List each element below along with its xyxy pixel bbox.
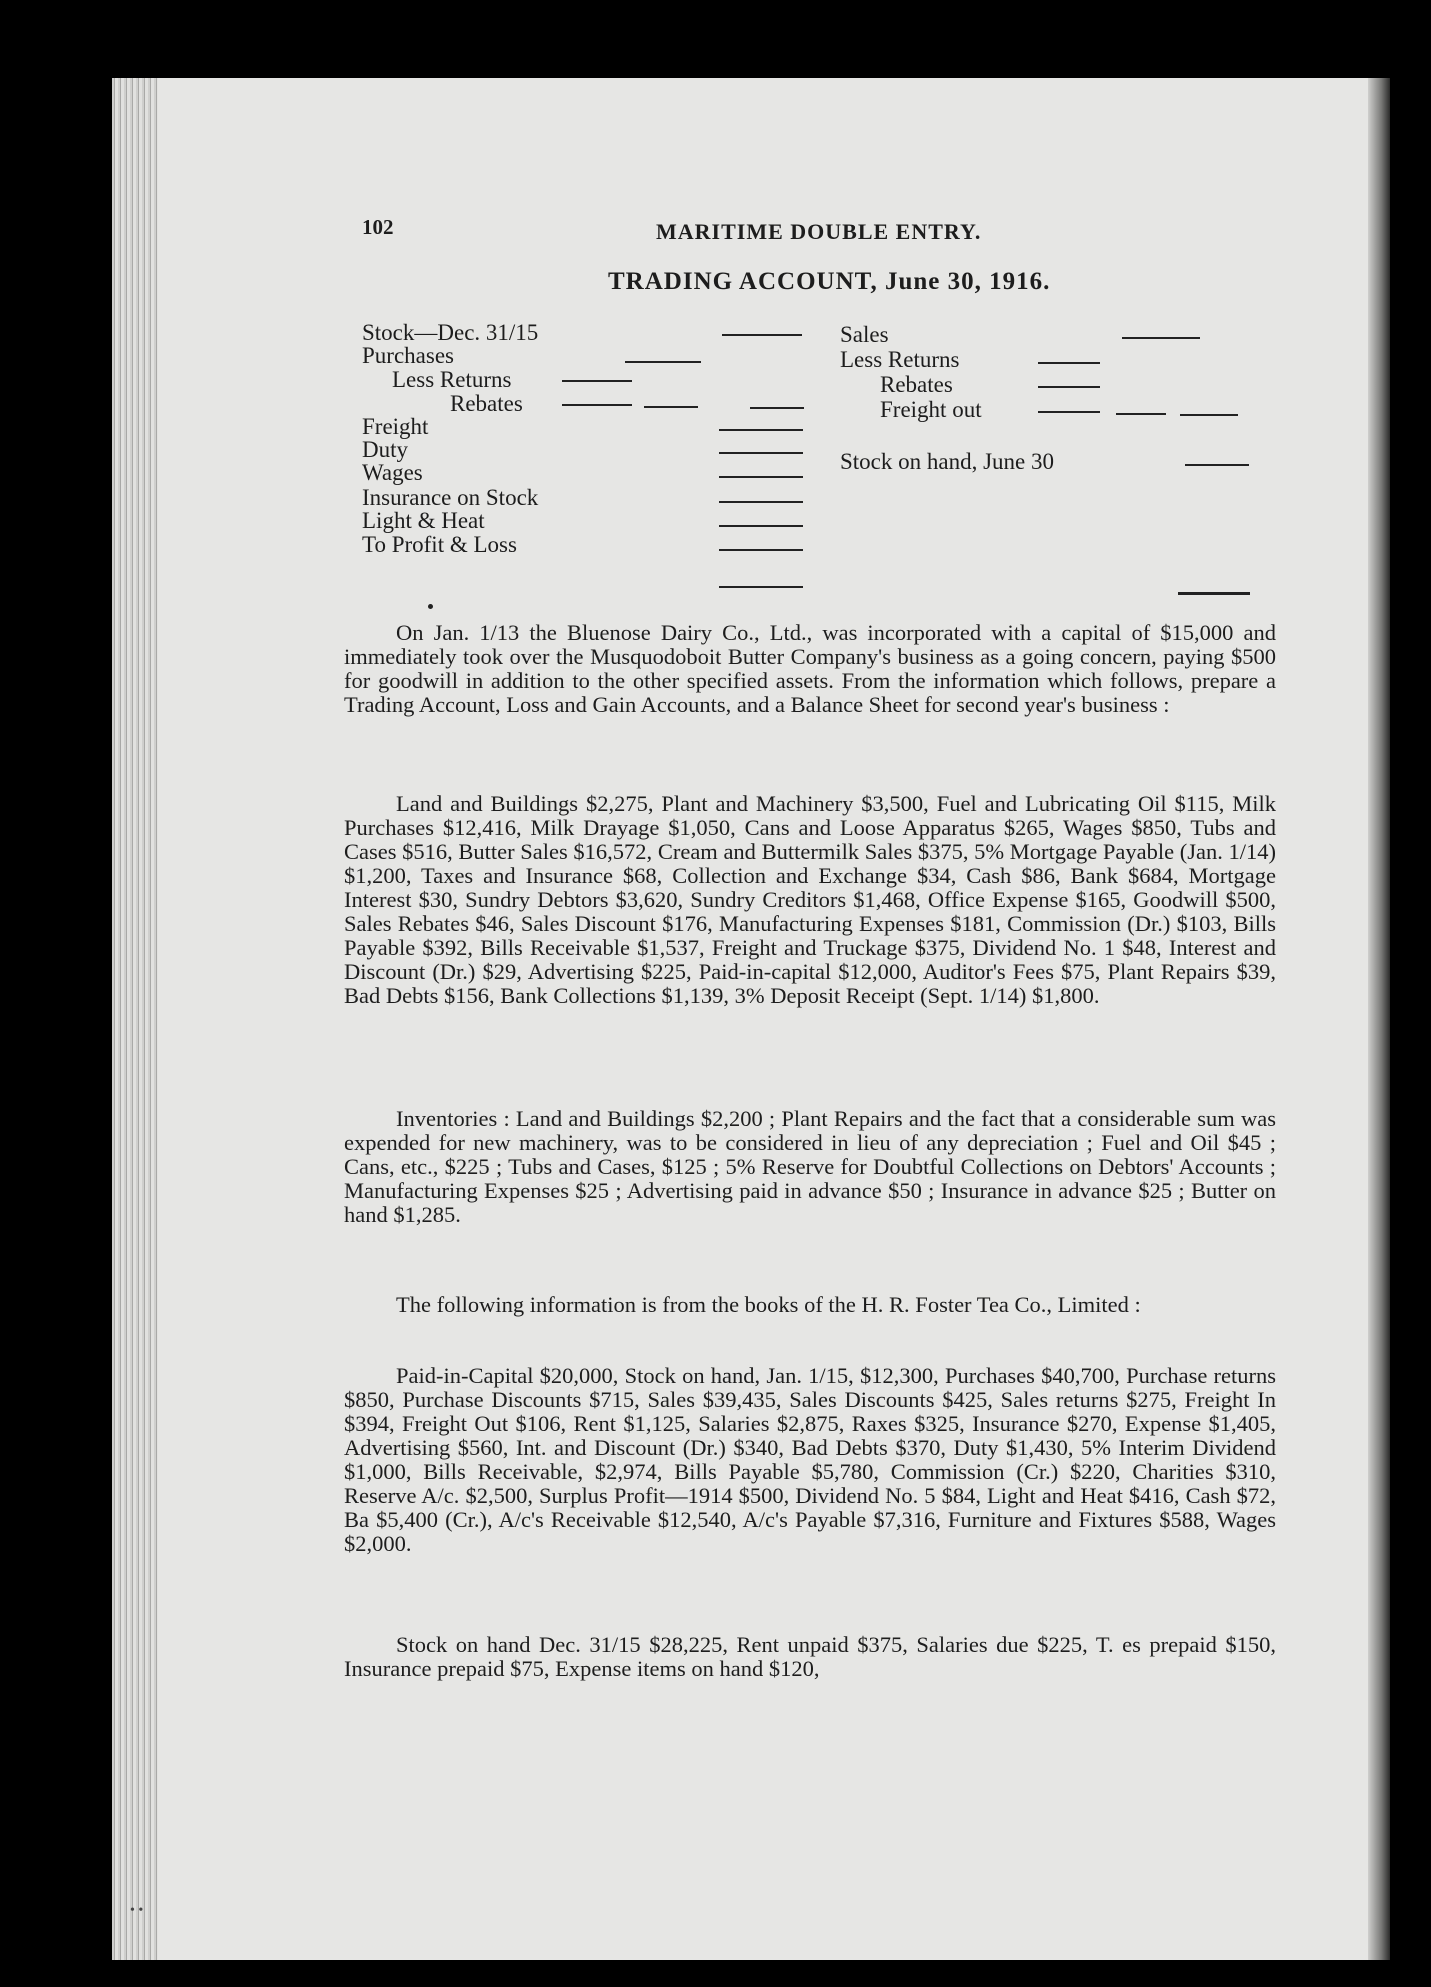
total-rule	[719, 586, 803, 588]
debit-line: Less Returns	[392, 367, 512, 392]
total-rule	[1178, 592, 1250, 595]
amount-rule	[562, 404, 632, 406]
ink-dot	[428, 604, 433, 609]
book-page	[112, 78, 1390, 1960]
amount-rule	[1038, 362, 1100, 364]
paragraph-foster-adjustments: Stock on hand Dec. 31/15 $28,225, Rent unpaid $375, Salaries due $225, T. es prepaid $150, Insurance prepaid $75, Expense items on hand $120,	[344, 1632, 1276, 1681]
page-edges	[112, 78, 158, 1960]
amount-rule	[1185, 464, 1249, 466]
amount-rule	[1038, 411, 1100, 413]
page-number: 102	[362, 215, 394, 239]
amount-rule	[719, 429, 803, 431]
debit-line: Rebates	[450, 391, 523, 416]
debit-line: Purchases	[362, 343, 454, 368]
debit-line: To Profit & Loss	[362, 532, 517, 557]
credit-line: Freight out	[880, 397, 982, 422]
paragraph-bluenose-inventories: Inventories : Land and Buildings $2,200 ; Plant Repairs and the fact that a considerable sum was expended for new machinery, was to be considered in lieu of any depreciation ; Fuel and Oil $45 ; Cans, etc., $225 ; Tubs and Cases, $125 ; 5% Reserve for Doubtful Collections on Debtors' Accounts ; Manufacturing Expenses $25 ; Advertising paid in advance $50 ; Insurance in advance $25 ; Butter on hand $1,285.	[344, 1106, 1276, 1227]
paragraph-bluenose-intro: On Jan. 1/13 the Bluenose Dairy Co., Ltd., was incorporated with a capital of $15,000 and immediately took over the Musquodoboit Butter Company's business as a going concern, paying $500 for goodwill in addition to the other specified assets. From the information which follows, prepare a Trading Account, Loss and Gain Accounts, and a Balance Sheet for second year's business :	[344, 620, 1276, 717]
paragraph-foster-intro: The following information is from the books of the H. R. Foster Tea Co., Limited :	[396, 1292, 1141, 1317]
credit-line: Sales	[840, 322, 889, 347]
debit-line: Insurance on Stock	[362, 485, 539, 510]
amount-rule	[722, 334, 802, 336]
credit-line: Stock on hand, June 30	[840, 449, 1055, 474]
amount-rule	[719, 476, 803, 478]
amount-rule	[625, 361, 701, 363]
amount-rule	[1180, 414, 1238, 416]
amount-rule	[719, 501, 803, 503]
amount-rule	[1122, 337, 1200, 339]
credit-line: Less Returns	[840, 347, 960, 372]
edge-marks: • •	[130, 1903, 144, 1918]
amount-rule	[719, 549, 803, 551]
amount-rule	[750, 407, 804, 409]
debit-line: Freight	[362, 414, 429, 439]
amount-rule	[562, 380, 632, 382]
amount-rule	[644, 406, 698, 408]
book-binding	[1368, 78, 1390, 1960]
amount-rule	[1116, 413, 1166, 415]
paragraph-bluenose-ledger: Land and Buildings $2,275, Plant and Machinery $3,500, Fuel and Lubricating Oil $115, Milk Purchases $12,416, Milk Drayage $1,050, Cans and Loose Apparatus $265, Wages $850, Tubs and Cases $516, Butter Sales $16,572, Cream and Buttermilk Sales $375, 5% Mortgage Payable (Jan. 1/14) $1,200, Taxes and Insurance $68, Collection and Exchange $34, Cash $86, Bank $684, Mortgage Interest $30, Sundry Debtors $3,620, Sundry Creditors $1,468, Office Expense $165, Goodwill $500, Sales Rebates $46, Sales Discount $176, Manufacturing Expenses $181, Commission (Dr.) $103, Bills Payable $392, Bills Receivable $1,537, Freight and Truckage $375, Dividend No. 1 $48, Interest and Discount (Dr.) $29, Advertising $225, Paid-in-capital $12,000, Auditor's Fees $75, Plant Repairs $39, Bad Debts $156, Bank Collections $1,139, 3% Deposit Receipt (Sept. 1/14) $1,800.	[344, 791, 1276, 1008]
credit-line: Rebates	[880, 372, 953, 397]
debit-line: Wages	[362, 460, 423, 485]
running-head: MARITIME DOUBLE ENTRY.	[656, 219, 982, 244]
debit-line: Stock—Dec. 31/15	[362, 320, 539, 345]
debit-line: Duty	[362, 437, 408, 462]
paragraph-foster-ledger: Paid-in-Capital $20,000, Stock on hand, Jan. 1/15, $12,300, Purchases $40,700, Purchase returns $850, Purchase Discounts $715, Sales $39,435, Sales Discounts $425, Sales returns $275, Freight In $394, Freight Out $106, Rent $1,125, Salaries $2,875, Raxes $325, Insurance $270, Expense $1,405, Advertising $560, Int. and Discount (Dr.) $340, Bad Debts $370, Duty $1,430, 5% Interim Dividend $1,000, Bills Receivable, $2,974, Bills Payable $5,780, Commission (Cr.) $220, Charities $310, Reserve A/c. $2,500, Surplus Profit—1914 $500, Dividend No. 5 $84, Light and Heat $416, Cash $72, Ba $5,400 (Cr.), A/c's Receivable $12,540, A/c's Payable $7,316, Furniture and Fixtures $588, Wages $2,000.	[344, 1363, 1276, 1556]
trading-account-title: TRADING ACCOUNT, June 30, 1916.	[608, 268, 1051, 295]
amount-rule	[719, 452, 803, 454]
amount-rule	[1038, 386, 1100, 388]
debit-line: Light & Heat	[362, 508, 485, 533]
amount-rule	[719, 525, 803, 527]
